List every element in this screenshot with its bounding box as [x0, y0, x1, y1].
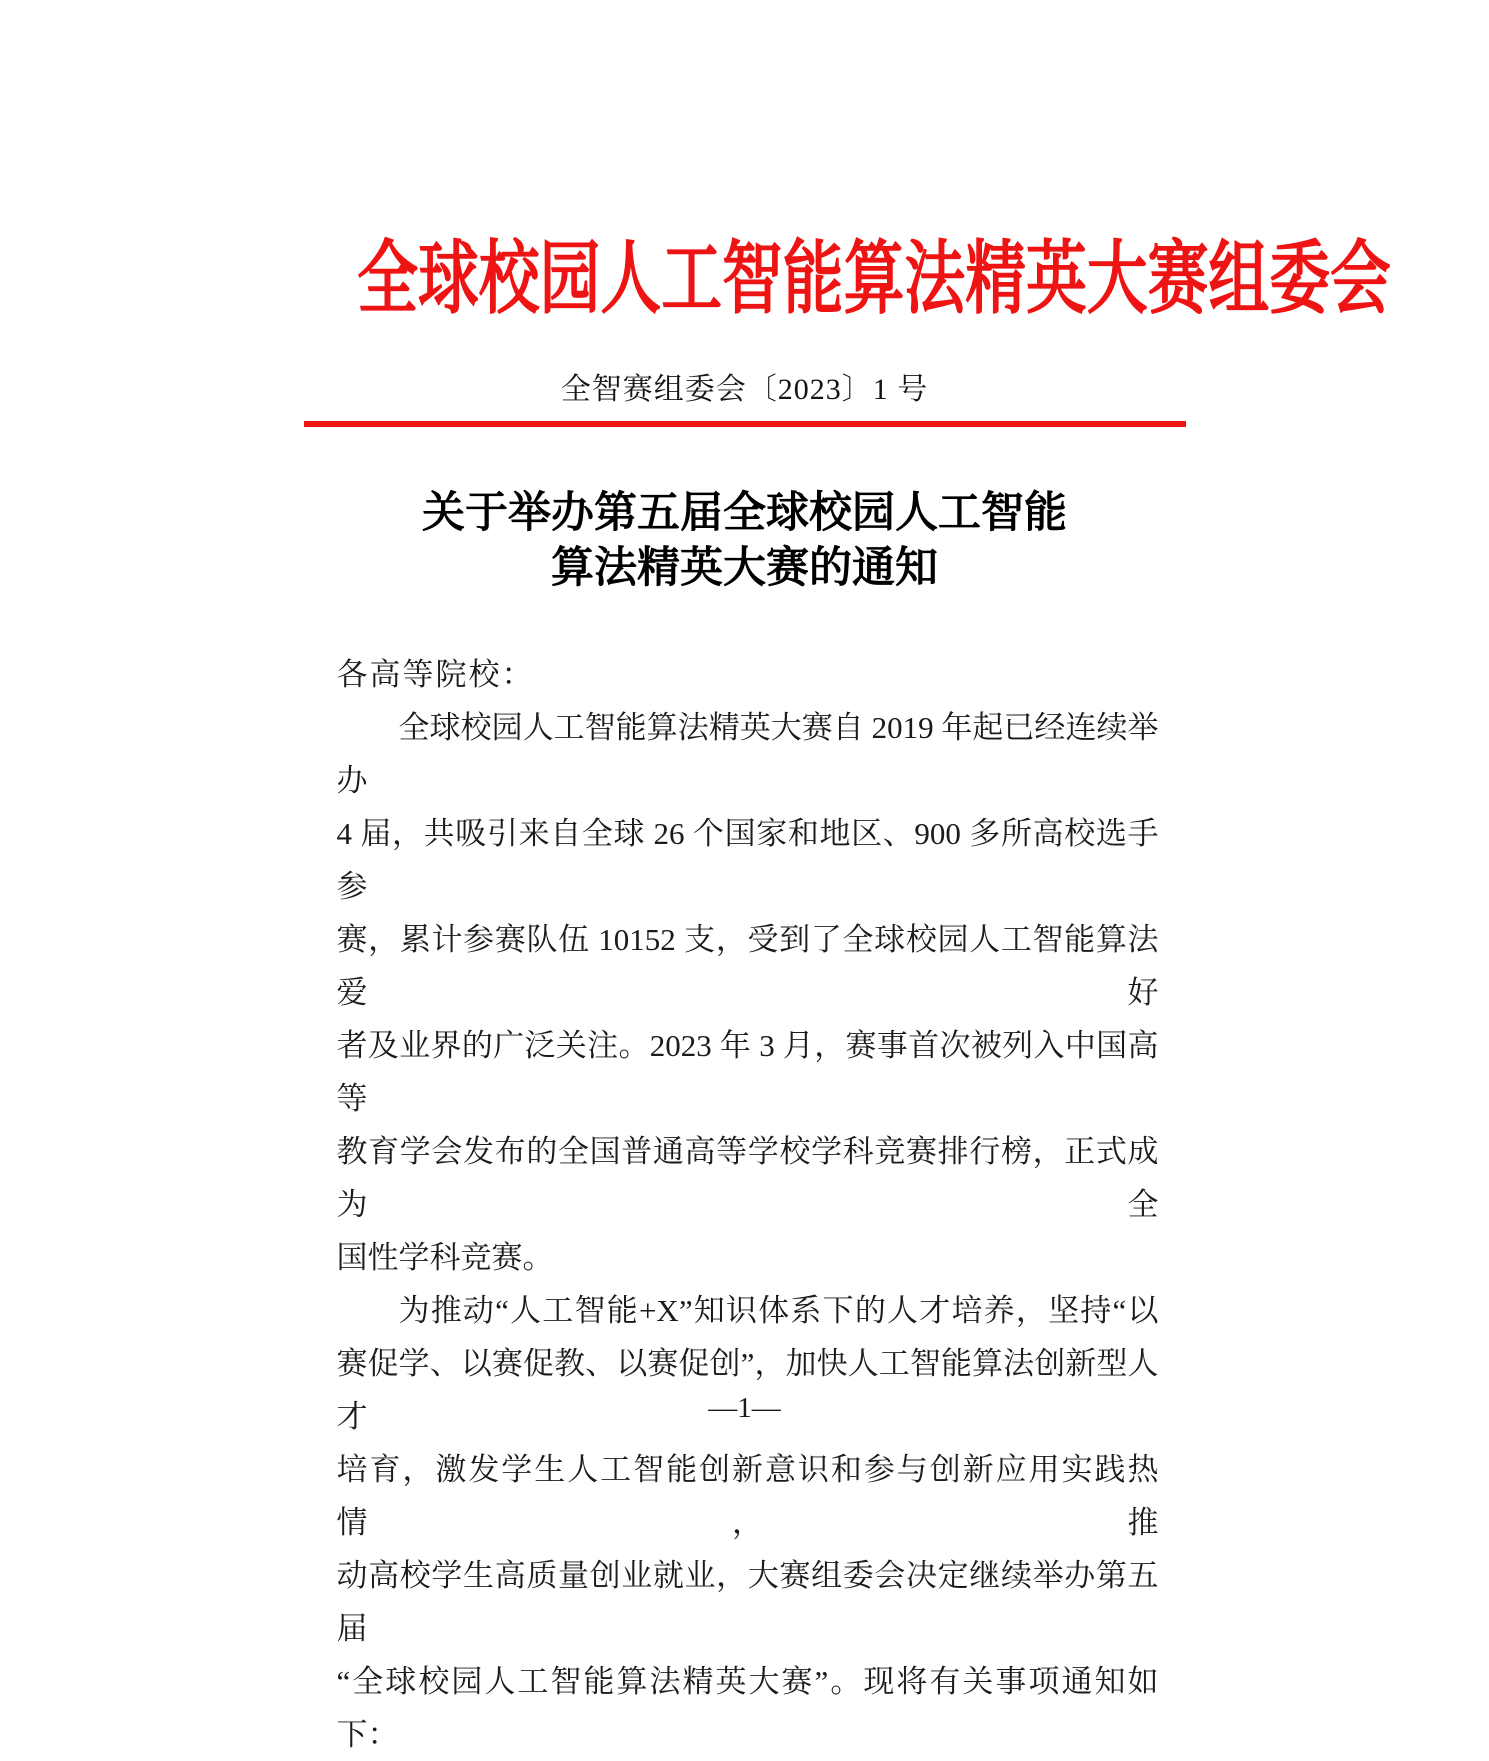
body-paragraph [337, 1284, 1159, 1761]
body-line: “全球校园人工智能算法精英大赛”。现将有关事项通知如下： [336, 1664, 1159, 1752]
body-line: 赛促学、以赛促教、以赛促创”，加快人工智能算法创新型人才 [336, 1346, 1159, 1434]
body-line: 赛，累计参赛队伍 10152 支，受到了全球校园人工智能算法爱好 [336, 922, 1159, 1010]
body-line: 者及业界的广泛关注。2023 年 3 月，赛事首次被列入中国高等 [336, 1028, 1159, 1116]
notice-title [194, 486, 1296, 596]
body-line: 4 届，共吸引来自全球 26 个国家和地区、900 多所高校选手参 [336, 816, 1159, 904]
body-line: 培育，激发学生人工智能创新意识和参与创新应用实践热情，推 [336, 1452, 1159, 1540]
body-paragraph [337, 701, 1159, 1284]
letterhead-org-name [194, 236, 1391, 324]
document-page [194, 0, 1391, 1752]
notice-title-line-2: 算法精英大赛的通知 [551, 545, 938, 592]
body-line: 全球校园人工智能算法精英大赛自 2019 年起已经连续举办 [336, 710, 1159, 798]
doc-number: 全智赛组委会〔2023〕1 号 [560, 373, 929, 406]
red-separator-line [304, 421, 1186, 427]
body-line: 国性学科竞赛。 [336, 1240, 554, 1275]
body-line: 动高校学生高质量创业就业，大赛组委会决定继续举办第五届 [336, 1558, 1159, 1646]
paragraph-list [337, 701, 1159, 1761]
body-line: 为推动“人工智能+X”知识体系下的人才培养，坚持“以 [398, 1293, 1159, 1328]
notice-title-line-1: 关于举办第五届全球校园人工智能 [422, 490, 1067, 537]
page-number: —1— [708, 1392, 781, 1424]
body-text [337, 648, 1159, 1761]
salutation: 各高等院校： [336, 657, 535, 692]
letterhead-org-name-text: 全球校园人工智能算法精英大赛组委会 [356, 236, 1391, 324]
body-line: 教育学会发布的全国普通高等学校学科竞赛排行榜，正式成为全 [336, 1134, 1159, 1222]
